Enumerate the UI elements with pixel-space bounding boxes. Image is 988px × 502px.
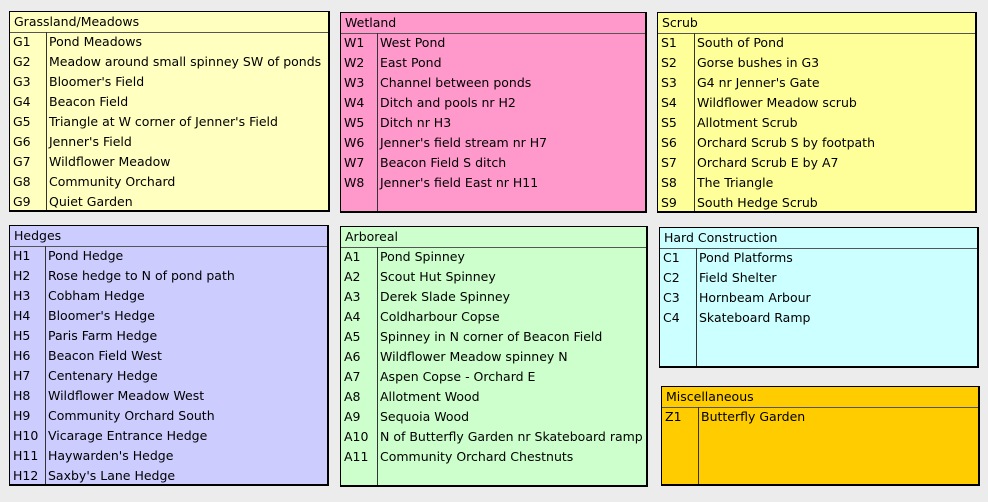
habitat-name: Cobham Hedge xyxy=(48,288,145,303)
habitat-code: C4 xyxy=(663,310,680,325)
rows-hard xyxy=(660,248,977,366)
habitat-code: G3 xyxy=(13,74,31,89)
habitat-code: W8 xyxy=(344,175,365,190)
habitat-name: Jenner's field stream nr H7 xyxy=(380,135,548,150)
list-item xyxy=(341,287,646,307)
habitat-code: A5 xyxy=(344,329,361,344)
list-item xyxy=(658,33,975,53)
habitat-code: W6 xyxy=(344,135,365,150)
habitat-name: Vicarage Entrance Hedge xyxy=(48,428,208,443)
list-item xyxy=(10,446,327,466)
habitat-code: G6 xyxy=(13,134,31,149)
list-item xyxy=(341,133,645,153)
list-item xyxy=(10,286,327,306)
list-item xyxy=(10,346,327,366)
habitat-name: Haywarden's Hedge xyxy=(48,448,174,463)
habitat-name: Community Orchard Chestnuts xyxy=(380,449,574,464)
habitat-code: S1 xyxy=(661,35,677,50)
habitat-code: A2 xyxy=(344,269,361,284)
habitat-name: N of Butterfly Garden nr Skateboard ramp xyxy=(380,429,643,444)
habitat-code: C2 xyxy=(663,270,680,285)
habitat-code: C1 xyxy=(663,250,680,265)
panel-title: Wetland xyxy=(341,13,645,34)
list-item xyxy=(341,427,646,447)
list-item xyxy=(10,52,328,72)
habitat-name: Triangle at W corner of Jenner's Field xyxy=(49,114,278,129)
habitat-name: Coldharbour Copse xyxy=(380,309,500,324)
habitat-code: W4 xyxy=(344,95,365,110)
habitat-code: G5 xyxy=(13,114,31,129)
habitat-code: S5 xyxy=(661,115,677,130)
habitat-code: G9 xyxy=(13,194,31,209)
habitat-name: South of Pond xyxy=(697,35,784,50)
habitat-name: Ditch nr H3 xyxy=(380,115,452,130)
habitat-code: W3 xyxy=(344,75,365,90)
habitat-code: H9 xyxy=(13,408,31,423)
habitat-code: S7 xyxy=(661,155,677,170)
panel-title: Scrub xyxy=(658,13,975,34)
habitat-code: S3 xyxy=(661,75,677,90)
list-item xyxy=(10,406,327,426)
habitat-name: Derek Slade Spinney xyxy=(380,289,511,304)
list-item xyxy=(341,73,645,93)
list-item xyxy=(660,288,977,308)
habitat-name: Butterfly Garden xyxy=(701,409,806,424)
list-item xyxy=(341,307,646,327)
habitat-name: Centenary Hedge xyxy=(48,368,158,383)
list-item xyxy=(341,33,645,53)
list-item xyxy=(341,387,646,407)
habitat-name: Wildflower Meadow scrub xyxy=(697,95,857,110)
habitat-name: Orchard Scrub S by footpath xyxy=(697,135,875,150)
panel-hedges xyxy=(9,225,329,486)
habitat-code: S2 xyxy=(661,55,677,70)
panel-wetland xyxy=(340,12,647,213)
habitat-code: W7 xyxy=(344,155,365,170)
habitat-code: H2 xyxy=(13,268,31,283)
habitat-name: Field Shelter xyxy=(699,270,777,285)
habitat-name: Quiet Garden xyxy=(49,194,133,209)
list-item xyxy=(10,246,327,266)
list-item xyxy=(658,173,975,193)
habitat-code: G7 xyxy=(13,154,31,169)
list-item xyxy=(10,266,327,286)
habitat-code: G1 xyxy=(13,34,31,49)
list-item xyxy=(10,192,328,212)
panel-title: Arboreal xyxy=(341,227,646,248)
list-item xyxy=(341,53,645,73)
habitat-name: Bloomer's Hedge xyxy=(48,308,155,323)
habitat-name: Bloomer's Field xyxy=(49,74,145,89)
list-item xyxy=(341,267,646,287)
rows-hedges xyxy=(10,246,327,484)
list-item xyxy=(10,172,328,192)
habitat-code: A10 xyxy=(344,429,369,444)
habitat-code: A6 xyxy=(344,349,361,364)
habitat-name: G4 nr Jenner's Gate xyxy=(697,75,820,90)
habitat-code: A1 xyxy=(344,249,361,264)
habitat-name: Rose hedge to N of pond path xyxy=(48,268,235,283)
habitat-name: Orchard Scrub E by A7 xyxy=(697,155,839,170)
habitat-name: Pond Platforms xyxy=(699,250,793,265)
habitat-name: Wildflower Meadow West xyxy=(48,388,205,403)
panel-title: Grassland/Meadows xyxy=(10,12,328,33)
habitat-name: Paris Farm Hedge xyxy=(48,328,158,343)
habitat-name: South Hedge Scrub xyxy=(697,195,818,210)
list-item xyxy=(341,447,646,467)
panel-miscellaneous xyxy=(661,386,980,486)
habitat-name: Aspen Copse - Orchard E xyxy=(380,369,536,384)
panel-arboreal xyxy=(340,226,648,487)
panel-grassland xyxy=(9,11,330,212)
habitat-code: A9 xyxy=(344,409,361,424)
habitat-name: Wildflower Meadow xyxy=(49,154,171,169)
habitat-code: A7 xyxy=(344,369,361,384)
list-item xyxy=(10,466,327,486)
list-item xyxy=(10,132,328,152)
list-item xyxy=(341,93,645,113)
habitat-name: Beacon Field West xyxy=(48,348,162,363)
rows-scrub xyxy=(658,33,975,211)
habitat-code: H6 xyxy=(13,348,31,363)
list-item xyxy=(10,426,327,446)
habitat-code: A3 xyxy=(344,289,361,304)
list-item xyxy=(341,173,645,193)
habitat-code: S4 xyxy=(661,95,677,110)
habitat-name: Hornbeam Arbour xyxy=(699,290,811,305)
list-item xyxy=(341,153,645,173)
habitat-code: W2 xyxy=(344,55,365,70)
habitat-code: H1 xyxy=(13,248,31,263)
list-item xyxy=(658,113,975,133)
list-item xyxy=(10,32,328,52)
habitat-name: East Pond xyxy=(380,55,442,70)
habitat-code: S8 xyxy=(661,175,677,190)
habitat-name: Community Orchard xyxy=(49,174,176,189)
habitat-name: West Pond xyxy=(380,35,446,50)
habitat-name: Skateboard Ramp xyxy=(699,310,811,325)
list-item xyxy=(10,306,327,326)
list-item xyxy=(658,73,975,93)
rows-misc xyxy=(662,407,978,484)
habitat-code: S6 xyxy=(661,135,677,150)
habitat-name: Allotment Scrub xyxy=(697,115,798,130)
habitat-code: Z1 xyxy=(665,409,682,424)
panel-hard-construction xyxy=(659,227,979,368)
rows-arboreal xyxy=(341,247,646,485)
habitat-code: A4 xyxy=(344,309,361,324)
rows-wetland xyxy=(341,33,645,211)
habitat-code: A8 xyxy=(344,389,361,404)
panel-title: Hard Construction xyxy=(660,228,977,249)
habitat-code: W1 xyxy=(344,35,365,50)
habitat-code: H5 xyxy=(13,328,31,343)
habitat-code: G8 xyxy=(13,174,31,189)
list-item xyxy=(341,247,646,267)
habitat-code: C3 xyxy=(663,290,680,305)
list-item xyxy=(10,152,328,172)
habitat-code: G2 xyxy=(13,54,31,69)
habitat-name: Pond Meadows xyxy=(49,34,143,49)
habitat-code: S9 xyxy=(661,195,677,210)
list-item xyxy=(658,93,975,113)
list-item xyxy=(341,347,646,367)
list-item xyxy=(658,193,975,213)
list-item xyxy=(341,113,645,133)
panel-scrub xyxy=(657,12,977,213)
list-item xyxy=(10,366,327,386)
habitat-name: The Triangle xyxy=(697,175,774,190)
list-item xyxy=(660,308,977,328)
habitat-name: Jenner's field East nr H11 xyxy=(380,175,539,190)
habitat-name: Meadow around small spinney SW of ponds xyxy=(49,54,322,69)
list-item xyxy=(341,367,646,387)
list-item xyxy=(660,268,977,288)
habitat-code: H3 xyxy=(13,288,31,303)
habitat-code: W5 xyxy=(344,115,365,130)
habitat-code: A11 xyxy=(344,449,369,464)
habitat-name: Beacon Field xyxy=(49,94,129,109)
list-item xyxy=(341,327,646,347)
habitat-name: Community Orchard South xyxy=(48,408,215,423)
list-item xyxy=(10,72,328,92)
panel-title: Miscellaneous xyxy=(662,387,978,408)
list-item xyxy=(660,248,977,268)
habitat-name: Saxby's Lane Hedge xyxy=(48,468,176,483)
list-item xyxy=(662,407,978,427)
list-item xyxy=(10,92,328,112)
habitat-code: H7 xyxy=(13,368,31,383)
list-item xyxy=(10,112,328,132)
habitat-code: H8 xyxy=(13,388,31,403)
list-item xyxy=(658,153,975,173)
habitat-name: Wildflower Meadow spinney N xyxy=(380,349,568,364)
habitat-name: Allotment Wood xyxy=(380,389,480,404)
habitat-code: G4 xyxy=(13,94,31,109)
rows-grassland xyxy=(10,32,328,210)
habitat-name: Ditch and pools nr H2 xyxy=(380,95,516,110)
habitat-name: Scout Hut Spinney xyxy=(380,269,496,284)
list-item xyxy=(10,386,327,406)
habitat-code: H4 xyxy=(13,308,31,323)
list-item xyxy=(10,326,327,346)
habitat-name: Pond Spinney xyxy=(380,249,465,264)
habitat-name: Jenner's Field xyxy=(49,134,132,149)
list-item xyxy=(658,133,975,153)
habitat-name: Channel between ponds xyxy=(380,75,532,90)
habitat-code: H10 xyxy=(13,428,39,443)
habitat-name: Gorse bushes in G3 xyxy=(697,55,820,70)
habitat-code: H12 xyxy=(13,468,39,483)
habitat-name: Sequoia Wood xyxy=(380,409,470,424)
list-item xyxy=(658,53,975,73)
habitat-code: H11 xyxy=(13,448,39,463)
list-item xyxy=(341,407,646,427)
habitat-name: Spinney in N corner of Beacon Field xyxy=(380,329,603,344)
habitat-name: Beacon Field S ditch xyxy=(380,155,507,170)
habitat-name: Pond Hedge xyxy=(48,248,124,263)
panel-title: Hedges xyxy=(10,226,327,247)
